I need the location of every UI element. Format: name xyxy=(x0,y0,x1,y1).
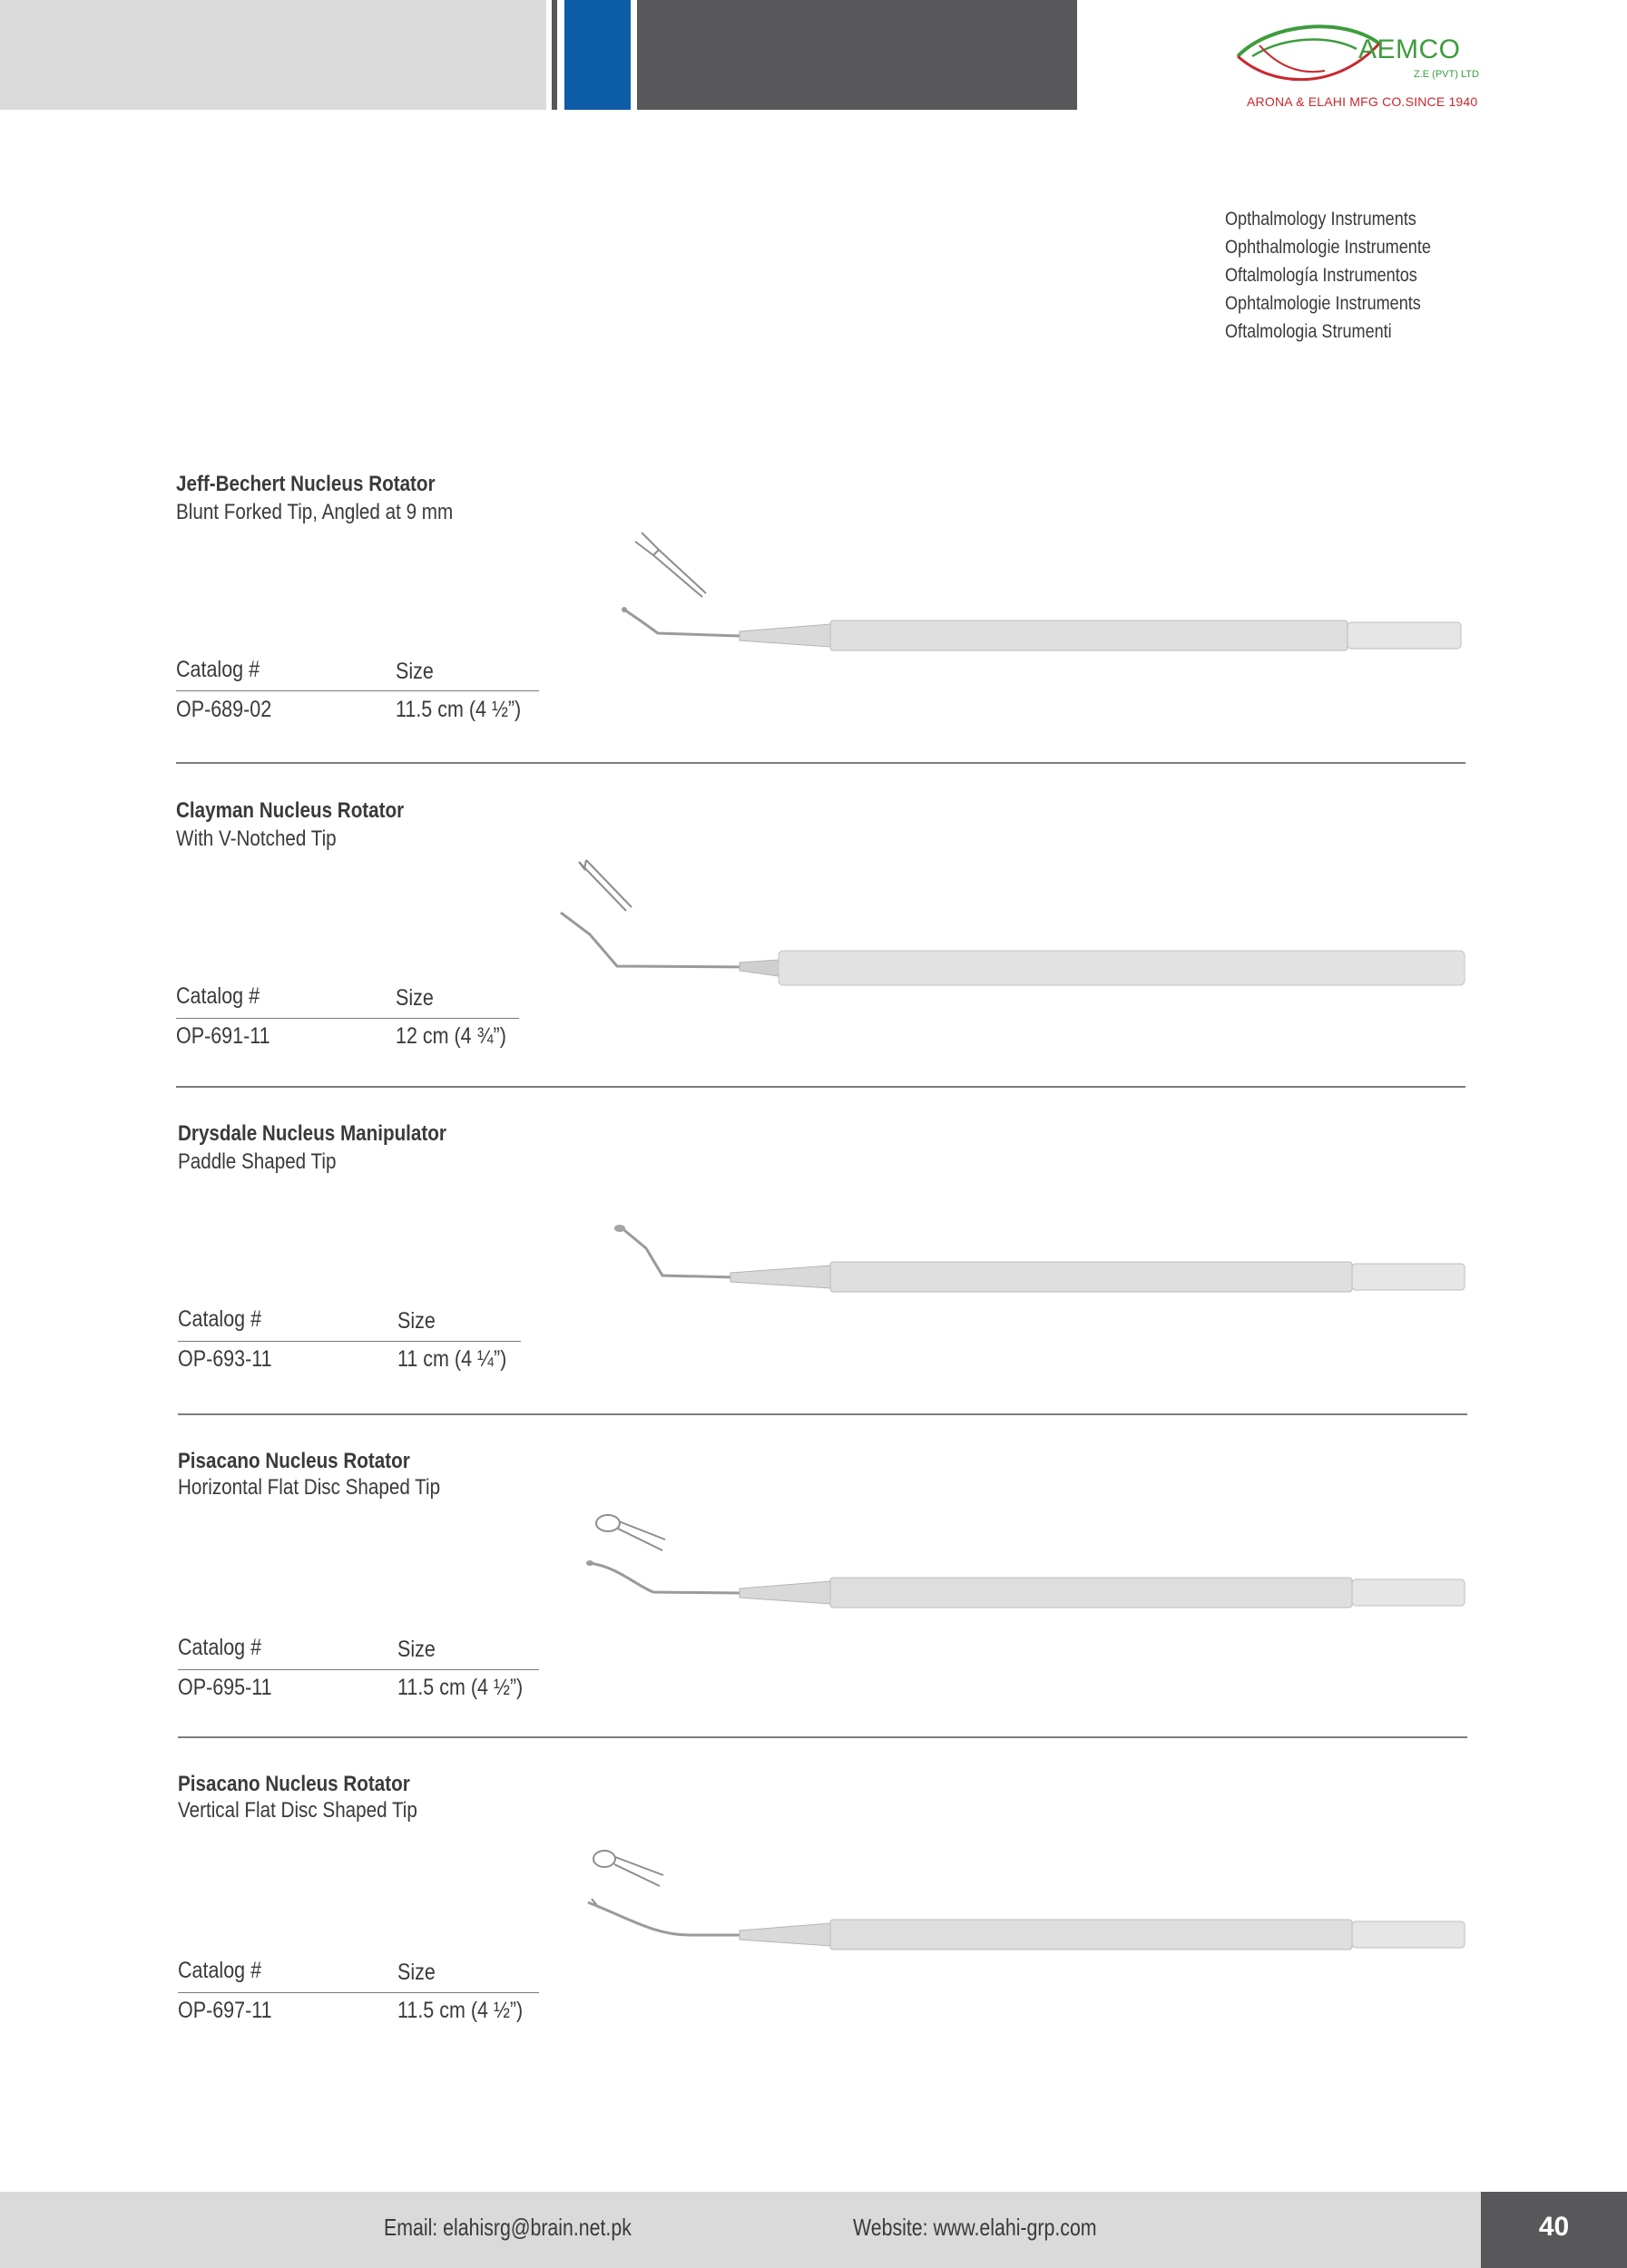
category-item: Oftalmología Instrumentos xyxy=(1225,265,1417,286)
size-label: Size xyxy=(397,1308,436,1334)
page-number: 40 xyxy=(1538,2212,1570,2242)
catalog-number: OP-695-11 xyxy=(178,1675,272,1700)
logo-sub: Z.E (PVT) LTD xyxy=(1414,69,1479,80)
section-divider xyxy=(176,1086,1465,1088)
product-block xyxy=(0,1772,1627,2098)
instrument-image xyxy=(0,798,1627,1125)
instrument-image xyxy=(0,1121,1627,1448)
instrument-shaft xyxy=(588,1902,1465,1950)
header-bar-light xyxy=(0,0,546,110)
vertical-disc-tip-icon xyxy=(592,1851,663,1908)
size-label: Size xyxy=(397,1960,436,1985)
product-description: Blunt Forked Tip, Angled at 9 mm xyxy=(176,500,454,524)
table-rule xyxy=(178,1341,521,1342)
product-title: Pisacano Nucleus Rotator xyxy=(178,1772,410,1796)
section-divider xyxy=(178,1736,1467,1738)
catalog-number: OP-691-11 xyxy=(176,1023,270,1049)
instrument-image xyxy=(0,1772,1627,2098)
size-value: 11.5 cm (4 ½”) xyxy=(397,1675,524,1700)
instrument-shaft xyxy=(561,913,1465,985)
footer-bar xyxy=(0,2192,1481,2268)
logo-name: AEMCO xyxy=(1358,34,1461,64)
catalog-label: Catalog # xyxy=(178,1635,262,1660)
product-description: Vertical Flat Disc Shaped Tip xyxy=(178,1798,417,1823)
product-block xyxy=(0,1449,1627,1775)
instrument-shaft xyxy=(622,607,1461,650)
product-block xyxy=(0,1121,1627,1448)
footer-email[interactable]: Email: elahisrg@brain.net.pk xyxy=(384,2214,632,2241)
size-value: 12 cm (4 ¾”) xyxy=(396,1023,506,1049)
category-list xyxy=(1225,205,1465,346)
logo-tagline: ARONA & ELAHI MFG CO.SINCE 1940 xyxy=(1247,94,1478,109)
table-rule xyxy=(176,1018,519,1019)
category-item: Ophthalmologie Instrumente xyxy=(1225,237,1431,258)
size-label: Size xyxy=(397,1637,436,1662)
product-title: Pisacano Nucleus Rotator xyxy=(178,1449,410,1473)
header-bar-dark xyxy=(637,0,1077,110)
instrument-shaft xyxy=(586,1560,1465,1608)
product-description: With V-Notched Tip xyxy=(176,826,337,851)
product-title: Jeff-Bechert Nucleus Rotator xyxy=(176,472,436,496)
category-item: Opthalmology Instruments xyxy=(1225,209,1416,230)
section-divider xyxy=(176,762,1465,764)
header-stripe xyxy=(552,0,557,110)
footer-website[interactable]: Website: www.elahi-grp.com xyxy=(853,2214,1097,2241)
product-block xyxy=(0,472,1627,798)
v-notched-tip-icon xyxy=(579,860,632,911)
catalog-label: Catalog # xyxy=(176,983,260,1009)
forked-tip-icon xyxy=(635,533,706,597)
category-item: Ophtalmologie Instruments xyxy=(1225,293,1421,314)
instrument-image xyxy=(0,472,1627,798)
header-bar-blue xyxy=(564,0,631,110)
catalog-number: OP-697-11 xyxy=(178,1998,272,2023)
instrument-shaft xyxy=(624,1230,1465,1292)
product-block xyxy=(0,798,1627,1125)
catalog-label: Catalog # xyxy=(176,657,260,682)
size-value: 11.5 cm (4 ½”) xyxy=(396,697,522,722)
section-divider xyxy=(178,1413,1467,1415)
catalog-number: OP-689-02 xyxy=(176,697,272,722)
size-value: 11.5 cm (4 ½”) xyxy=(397,1998,524,2023)
size-label: Size xyxy=(396,659,434,684)
horizontal-disc-tip-icon xyxy=(596,1515,665,1550)
catalog-number: OP-693-11 xyxy=(178,1346,272,1372)
size-label: Size xyxy=(396,985,434,1011)
instrument-image xyxy=(0,1449,1627,1775)
product-description: Paddle Shaped Tip xyxy=(178,1149,337,1174)
table-rule xyxy=(178,1669,539,1670)
catalog-label: Catalog # xyxy=(178,1306,262,1332)
product-description: Horizontal Flat Disc Shaped Tip xyxy=(178,1475,441,1500)
size-value: 11 cm (4 ¼”) xyxy=(397,1346,507,1372)
catalog-label: Catalog # xyxy=(178,1958,262,1983)
table-rule xyxy=(178,1992,539,1993)
product-title: Clayman Nucleus Rotator xyxy=(176,798,405,823)
category-item: Oftalmologia Strumenti xyxy=(1225,321,1392,342)
product-title: Drysdale Nucleus Manipulator xyxy=(178,1121,446,1146)
table-rule xyxy=(176,690,539,691)
paddle-tip-icon xyxy=(614,1225,625,1232)
